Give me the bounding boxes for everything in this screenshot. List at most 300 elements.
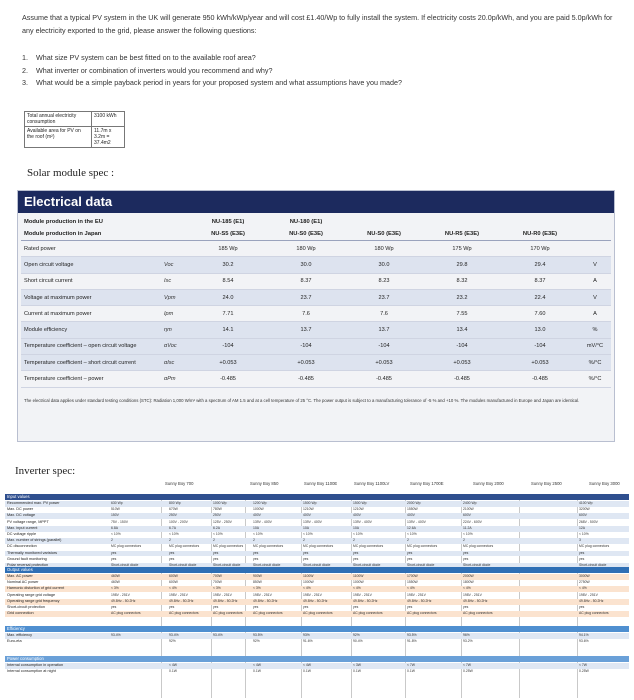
row-value: 700W [213, 580, 222, 585]
row-value: AC plug connectors [253, 611, 283, 616]
row-value: 198V - 251V [353, 592, 372, 597]
row-value: 6.8A [111, 525, 118, 530]
row-value: 1100W [353, 574, 364, 578]
row-value: 94.1% [579, 633, 589, 637]
row-value: 1200 Wp [253, 501, 267, 505]
row-value: 600W [169, 580, 178, 585]
row-label: Max. DC power [7, 507, 34, 512]
row-value: < 3% [213, 586, 221, 591]
model-name: NU-180 (E1) [289, 219, 323, 225]
row-value: 3 [579, 538, 581, 543]
param-value: 170 Wp [501, 241, 579, 257]
inverter-model-name: Sunny Boy 2000 [473, 481, 504, 486]
question-item: 3. What would be a simple payback period in years for your proposed system and what assumptions have you made? [22, 78, 402, 87]
row-value: 2000 Wp [407, 501, 421, 505]
param-unit: A [579, 306, 611, 322]
row-value: yes [169, 556, 175, 561]
row-value: yes [407, 550, 413, 555]
param-name: Voltage at maximum power [21, 289, 161, 305]
row-value: 460W [111, 580, 120, 585]
param-value: 7.6 [345, 306, 423, 322]
row-value: 600W [169, 574, 178, 578]
row-value: < 10% [303, 532, 313, 536]
section-header: Input values [5, 494, 629, 500]
inverter-row [5, 574, 629, 580]
inverter-model-header [5, 476, 629, 492]
inverter-model-name: Sunny Boy 3000 [589, 481, 620, 486]
row-value: 1500 Wp [353, 501, 367, 505]
param-value: 29.8 [423, 257, 501, 273]
row-value: 93.2% [463, 639, 473, 644]
row-value: 850W [253, 580, 262, 585]
param-symbol: Ipm [161, 306, 189, 322]
row-value: yes [213, 556, 219, 561]
row-value: yes [463, 605, 469, 609]
inverter-section [5, 656, 629, 662]
row-value: 125V - 250V [213, 519, 232, 524]
row-value: 150V [111, 513, 119, 518]
row-value: yes [213, 550, 219, 555]
param-symbol: Isc [161, 273, 189, 289]
row-value: MC plug connectors [253, 544, 284, 549]
row-label: Thermally monitored varistors [7, 550, 58, 555]
section-header: Output values [5, 567, 629, 573]
param-symbol: αVoc [161, 338, 189, 354]
row-value [111, 663, 141, 669]
row-value: MC plug connectors [579, 544, 610, 549]
row-value: 93.4% [169, 633, 179, 637]
row-value: yes [407, 605, 413, 609]
header-row-jp [21, 228, 611, 241]
row-value: 198V - 251V [213, 592, 232, 597]
row-value: 93% [303, 633, 310, 637]
row-value: 0.25W [579, 669, 589, 674]
row-value: 0.25W [463, 669, 473, 674]
param-value: 30.0 [267, 257, 345, 273]
row-value [213, 663, 251, 669]
row-label: DC voltage ripple [7, 532, 37, 536]
row-value: < 10% [213, 532, 223, 536]
row-label: Recommended max. PV power [7, 501, 60, 505]
param-symbol: Vpm [161, 289, 189, 305]
header-label: Module production in Japan [21, 228, 161, 241]
row-value: 510W [111, 507, 120, 512]
row-value: yes [353, 605, 359, 609]
model-name [345, 216, 423, 228]
param-value: 7.71 [189, 306, 267, 322]
row-value: < 3W [353, 663, 362, 667]
row-value: 400V [407, 513, 415, 518]
inverter-row [5, 526, 629, 532]
row-value: 400V [253, 513, 261, 518]
param-value: -104 [189, 338, 267, 354]
param-value: 23.7 [345, 289, 423, 305]
row-value: 90.4% [353, 639, 363, 644]
inverter-row [5, 557, 629, 563]
param-symbol: αPm [161, 371, 189, 387]
table-row [21, 322, 611, 338]
model-name: NU-R0 (E3E) [501, 228, 579, 241]
row-value: 198V - 251V [253, 592, 272, 597]
inverter-row [5, 669, 629, 675]
row-label: Harmonic distortion of grid current [7, 586, 65, 591]
row-value [213, 669, 251, 675]
row-value: 1210W [353, 507, 364, 512]
row-value: < 4% [579, 586, 587, 591]
question-list [22, 52, 582, 90]
param-value: 180 Wp [267, 241, 345, 257]
row-value: 4100 Wp [579, 501, 593, 505]
table-row [21, 371, 611, 387]
row-value: 0.1W [169, 669, 177, 674]
row-value: 600V [579, 513, 587, 518]
row-value: 224V - 600V [463, 519, 482, 524]
table-row [21, 289, 611, 305]
param-value: 13.0 [501, 322, 579, 338]
row-value: 6.7A [169, 525, 176, 530]
row-value: 92% [253, 639, 260, 644]
row-value: 12A [579, 525, 586, 530]
param-value: +0.053 [345, 355, 423, 371]
row-value: MC plug connectors [111, 544, 141, 549]
param-name: Temperature coefficient – open circuit voltage [21, 338, 161, 354]
row-value: Short-circuit diode [213, 563, 241, 567]
row-value: yes [111, 556, 117, 561]
row-value: 2100W [463, 507, 474, 512]
row-value: 49.8Hz - 50.2Hz [169, 598, 194, 603]
row-label: Ground fault monitoring [7, 556, 47, 561]
inverter-section [5, 494, 629, 500]
row-value: 670W [169, 507, 178, 512]
row-label: Short-circuit protection [7, 605, 45, 609]
row-value: AC plug connectors [169, 611, 199, 616]
table-row [21, 257, 611, 273]
row-value: 1100W [303, 574, 314, 578]
row-value [111, 639, 141, 645]
table-row [25, 112, 125, 127]
row-value: 268V - 500V [579, 519, 598, 524]
param-value: +0.053 [501, 355, 579, 371]
row-value: Short-circuit diode [579, 563, 607, 567]
row-value: < 4W [169, 663, 178, 667]
param-symbol: αIsc [161, 355, 189, 371]
row-value: 198V - 251V [303, 592, 322, 597]
row-value: 93.4% [111, 633, 121, 637]
header-row-eu [21, 216, 611, 228]
row-value: 49.8Hz - 50.2Hz [303, 598, 328, 603]
row-value: 2 [169, 538, 171, 543]
inverter-row [5, 663, 629, 669]
row-value: < 7W [407, 663, 416, 667]
row-value: 49.8Hz - 50.2Hz [407, 598, 432, 603]
param-unit: % [579, 322, 611, 338]
symbol-cell [161, 228, 189, 241]
param-name: Rated power [21, 241, 161, 257]
section-header: Efficiency [5, 626, 629, 632]
row-value: 10A [253, 525, 260, 530]
row-value: < 7W [463, 663, 472, 667]
row-value: 1700W [407, 574, 418, 578]
param-value: 8.54 [189, 273, 267, 289]
row-value: 3200W [579, 507, 590, 512]
model-name: NU-R5 (E3E) [423, 228, 501, 241]
inverter-row [5, 633, 629, 639]
inverter-section [5, 567, 629, 573]
row-label: Max. efficiency [7, 633, 33, 637]
row-value: 400V [353, 513, 361, 518]
row-label: Max. DC voltage [7, 513, 36, 518]
param-value: 22.4 [501, 289, 579, 305]
row-value [111, 669, 141, 675]
table-row [21, 355, 611, 371]
row-value: 1550W [407, 580, 418, 585]
row-value: 6.2A [213, 525, 220, 530]
row-value: Short-circuit diode [169, 563, 197, 567]
row-value: < 10% [169, 532, 179, 536]
param-value: 8.37 [267, 273, 345, 289]
param-value: 30.2 [189, 257, 267, 273]
row-value: < 10% [111, 532, 121, 536]
row-value: 1500 Wp [303, 501, 317, 505]
row-value: yes [253, 556, 259, 561]
row-value: 0.1W [253, 669, 261, 674]
param-name: Temperature coefficient – power [21, 371, 161, 387]
param-value: 24.0 [189, 289, 267, 305]
inverter-row [5, 513, 629, 519]
inverter-row [5, 586, 629, 592]
row-value: 91.6% [303, 639, 313, 644]
param-value: 13.4 [423, 322, 501, 338]
param-value: -0.485 [423, 371, 501, 387]
param-name: Temperature coefficient – short circuit current [21, 355, 161, 371]
row-value: < 10% [463, 532, 473, 536]
row-value: 198V - 251V [407, 592, 426, 597]
symbol-cell [161, 216, 189, 228]
row-value: 1000W [253, 507, 264, 512]
param-unit [579, 241, 611, 257]
row-value: Short-circuit diode [303, 563, 331, 567]
model-name [423, 216, 501, 228]
unit-cell [579, 216, 611, 228]
row-value: yes [303, 556, 309, 561]
row-value: 49.8Hz - 50.2Hz [253, 598, 278, 603]
row-value: 460W [111, 574, 120, 578]
row-value: Short-circuit diode [353, 563, 381, 567]
row-value [213, 639, 251, 645]
row-label: Operating range grid frequency [7, 598, 60, 603]
row-value: 700W [213, 574, 222, 578]
row-value: 2 [213, 538, 215, 543]
row-value: 139V - 400V [353, 519, 372, 524]
param-value: 23.7 [267, 289, 345, 305]
row-value: < 4% [407, 586, 415, 591]
param-value: 8.23 [345, 273, 423, 289]
table-row [21, 273, 611, 289]
row-value: 198V - 251V [463, 592, 482, 597]
row-value: 1550W [407, 507, 418, 512]
row-label: Max. number of strings (parallel) [7, 538, 62, 543]
row-value: < 4% [463, 586, 471, 591]
row-label: Max. AC power [7, 574, 33, 578]
param-value: 7.6 [267, 306, 345, 322]
row-value: MC plug connectors [303, 544, 334, 549]
param-symbol: ηm [161, 322, 189, 338]
row-value: AC plug connectors [353, 611, 383, 616]
param-value: 8.37 [501, 273, 579, 289]
param-value: +0.053 [423, 355, 501, 371]
inverter-model-name: Sunny Boy 1700E [410, 481, 444, 486]
inverter-model-name: Sunny Boy 700 [165, 481, 194, 486]
row-value: yes [579, 556, 585, 561]
row-value: 1000 Wp [213, 501, 227, 505]
row-value: 91.8% [407, 639, 417, 644]
row-value: 1000W [353, 580, 364, 585]
row-label: PV voltage range, MPPT [7, 519, 49, 524]
param-name: Open circuit voltage [21, 257, 161, 273]
param-value: -0.485 [501, 371, 579, 387]
param-value: 13.7 [345, 322, 423, 338]
given-data-table [24, 111, 125, 148]
row-value: 93.6% [579, 639, 589, 644]
row-label: Euro-eta [7, 639, 22, 644]
row-value: 49.8Hz - 50.2Hz [111, 598, 136, 603]
row-value: MC plug connectors [169, 544, 200, 549]
row-value: 198V - 251V [169, 592, 188, 597]
row-value: 2750W [579, 580, 590, 585]
row-value: 800 Wp [169, 501, 181, 505]
param-value: 23.2 [423, 289, 501, 305]
param-unit: %/°C [579, 355, 611, 371]
row-value: < 10% [579, 532, 589, 536]
row-value: AC plug connectors [579, 611, 609, 616]
row-value: AC plug connectors [407, 611, 437, 616]
row-value: < 10% [353, 532, 363, 536]
row-value: yes [353, 556, 359, 561]
row-value: 780W [213, 507, 222, 512]
row-value: 2400 Wp [463, 501, 477, 505]
row-value: 198V - 251V [111, 592, 130, 597]
solar-module-spec-title: Solar module spec : [27, 167, 115, 179]
row-value: yes [463, 550, 469, 555]
row-value: 93.5% [407, 633, 417, 637]
electrical-data-title: Electrical data [24, 194, 113, 209]
row-label: Nominal AC power [7, 580, 39, 585]
row-value: 250V [169, 513, 177, 518]
row-value: < 3% [111, 586, 119, 591]
param-value: -0.485 [189, 371, 267, 387]
electrical-data-panel [17, 190, 615, 442]
row-value: AC plug connectors [463, 611, 493, 616]
row-value: 139V - 400V [407, 519, 426, 524]
model-name: NU-S5 (E3E) [189, 228, 267, 241]
row-value: yes [303, 550, 309, 555]
param-value: 8.32 [423, 273, 501, 289]
row-value: yes [353, 550, 359, 555]
row-value: MC plug connectors [463, 544, 494, 549]
row-value: Short-circuit diode [253, 563, 281, 567]
inverter-row [5, 611, 629, 617]
row-value: 10A [353, 525, 360, 530]
question-item: 2. What inverter or combination of inverters would you recommend and why? [22, 65, 273, 75]
row-value: 92% [353, 633, 360, 637]
row-value: 900W [253, 574, 262, 578]
row-value: < 4W [253, 663, 262, 667]
inverter-model-name: Sunny Boy 1100LV [354, 481, 390, 486]
table-row [25, 127, 125, 148]
param-value: -104 [345, 338, 423, 354]
row-label: Max. input current [7, 525, 38, 530]
table-row [21, 306, 611, 322]
row-value: 400V [303, 513, 311, 518]
row-value: < 7W [579, 663, 588, 667]
row-value: 2000W [463, 574, 474, 578]
row-value: yes [111, 550, 117, 555]
given-label: Total annual electricity consumption [25, 112, 92, 127]
row-value: 49.8Hz - 50.2Hz [213, 598, 238, 603]
model-name: NU-S0 (E3E) [345, 228, 423, 241]
given-value: 11.7m x 3.2m = 37.4m2 [92, 127, 125, 148]
model-name: NU-S0 (E3E) [267, 228, 345, 241]
inverter-row [5, 520, 629, 526]
param-unit: V [579, 289, 611, 305]
row-value: 2 [253, 538, 255, 543]
row-value: yes [169, 550, 175, 555]
param-value: 175 Wp [423, 241, 501, 257]
model-name: NU-185 (E1) [211, 219, 245, 225]
inverter-row [5, 538, 629, 544]
param-value: -104 [501, 338, 579, 354]
row-value: 75V - 150V [111, 519, 128, 524]
header-label: Module production in the EU [24, 219, 103, 225]
param-value: -0.485 [345, 371, 423, 387]
inverter-model-name: Sunny Boy 1100E [304, 481, 338, 486]
param-name: Module efficiency [21, 322, 161, 338]
row-label: Internal consumption at night [7, 669, 56, 674]
row-value: MC plug connectors [407, 544, 438, 549]
param-value: 14.1 [189, 322, 267, 338]
row-value: 3000W [579, 574, 590, 578]
row-value: 49.8Hz - 50.2Hz [353, 598, 378, 603]
param-unit: mV/°C [579, 338, 611, 354]
inverter-model-name: Sunny Boy 850 [250, 481, 279, 486]
row-value: MC plug connectors [213, 544, 244, 549]
param-name: Current at maximum power [21, 306, 161, 322]
row-value: < 4% [169, 586, 177, 591]
row-value: 2 [353, 538, 355, 543]
row-value: 2 [407, 538, 409, 543]
row-value: < 3% [253, 586, 261, 591]
row-value: 93.4% [213, 633, 223, 637]
row-value: AC plug connectors [111, 611, 141, 616]
inverter-row [5, 532, 629, 538]
row-value: 100V - 200V [169, 519, 188, 524]
inverter-row [5, 599, 629, 605]
table-row [21, 241, 611, 257]
param-value: -0.485 [267, 371, 345, 387]
inverter-spec-title: Inverter spec: [15, 465, 76, 477]
param-symbol: Voc [161, 257, 189, 273]
param-value: 7.60 [501, 306, 579, 322]
param-value: -104 [423, 338, 501, 354]
inverter-row [5, 507, 629, 513]
row-value: MC plug connectors [353, 544, 384, 549]
row-value: yes [213, 605, 219, 609]
row-value: Short-circuit diode [407, 563, 435, 567]
param-value: 7.55 [423, 306, 501, 322]
row-label: Grid connection [7, 611, 34, 616]
param-value: 30.0 [345, 257, 423, 273]
row-value: 139V - 400V [303, 519, 322, 524]
